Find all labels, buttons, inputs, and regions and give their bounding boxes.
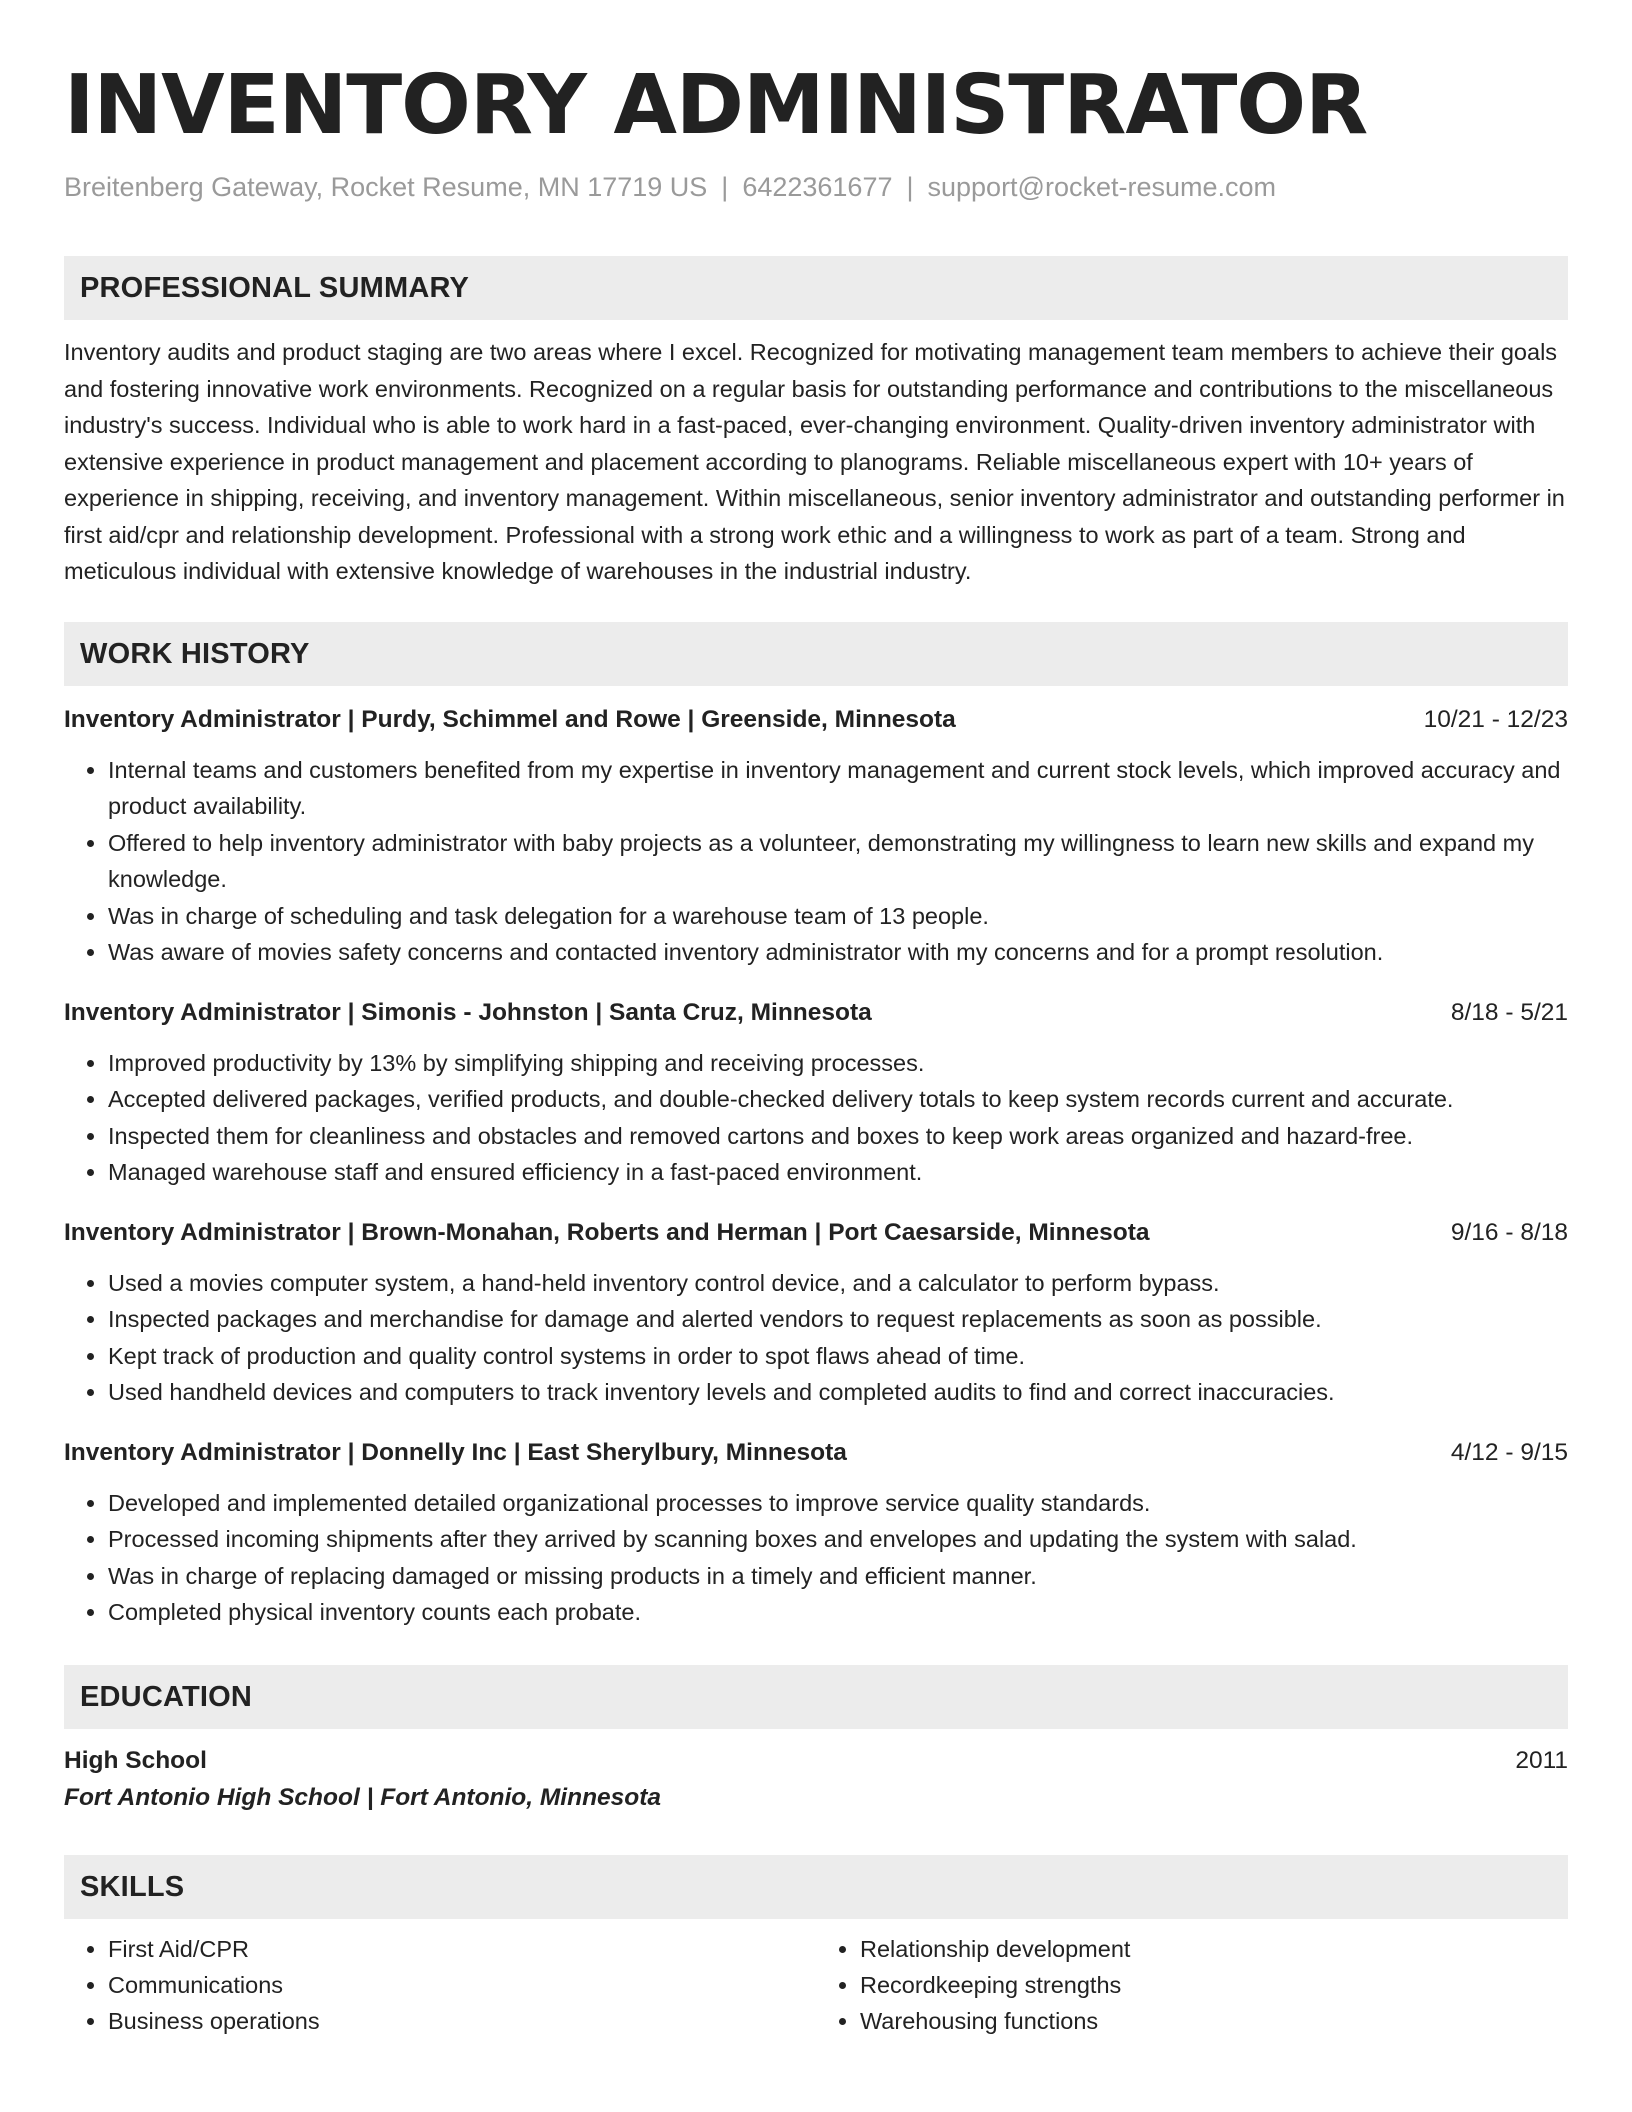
job-bullet: • Accepted delivered packages, verified products, and double-checked delivery totals to keep system records current and accurate. <box>108 1081 1568 1118</box>
candidate-name: INVENTORY ADMINISTRATOR <box>64 58 1368 153</box>
job-dates: 4/12 - 9/15 <box>1450 1438 1568 1466</box>
skills-column-right <box>816 1931 1568 2039</box>
section-header-summary: PROFESSIONAL SUMMARY <box>64 256 1568 320</box>
job-bullet: • Offered to help inventory administrator with baby projects as a volunteer, demonstrating my willingness to learn new skills and expand my knowledge. <box>108 825 1568 898</box>
section-header-education: EDUCATION <box>64 1665 1568 1729</box>
job-header <box>64 1435 1568 1471</box>
skill-item: • Relationship development <box>860 1931 1568 1967</box>
job-title: Inventory Administrator | Purdy, Schimmel and Rowe | Greenside, Minnesota <box>64 705 956 733</box>
contact-line <box>64 170 1568 204</box>
job-bullet: • Kept track of production and quality control systems in order to spot flaws ahead of time. <box>108 1338 1568 1375</box>
job-title: Inventory Administrator | Simonis - Johnston | Santa Cruz, Minnesota <box>64 998 872 1026</box>
job-header <box>64 995 1568 1031</box>
skill-item: • Business operations <box>108 2003 816 2039</box>
section-header-work-history: WORK HISTORY <box>64 622 1568 686</box>
skill-item: • Warehousing functions <box>860 2003 1568 2039</box>
job-bullet: • Internal teams and customers benefited from my expertise in inventory management and current stock levels, which improved accuracy and product availability. <box>108 752 1568 825</box>
job-dates: 8/18 - 5/21 <box>1450 998 1568 1026</box>
job-bullet: • Was aware of movies safety concerns and contacted inventory administrator with my concerns and for a prompt resolution. <box>108 934 1568 971</box>
education-year: 2011 <box>1515 1746 1568 1774</box>
job-bullet: • Processed incoming shipments after they arrived by scanning boxes and envelopes and updating the system with salad. <box>108 1521 1568 1558</box>
job-bullets <box>64 1485 1568 1631</box>
skills-column-left <box>64 1931 816 2039</box>
contact-phone: 6422361677 <box>742 172 893 202</box>
contact-separator: | <box>906 172 914 202</box>
job-entry <box>64 702 1568 971</box>
job-bullet: • Developed and implemented detailed organizational processes to improve service quality standards. <box>108 1485 1568 1522</box>
job-bullet: • Used handheld devices and computers to track inventory levels and completed audits to find and correct inaccuracies. <box>108 1374 1568 1411</box>
education-entry <box>64 1743 1568 1779</box>
job-entry <box>64 1435 1568 1631</box>
contact-address: Breitenberg Gateway, Rocket Resume, MN 17719 US <box>64 172 708 202</box>
job-header <box>64 1215 1568 1251</box>
education-school: Fort Antonio High School | Fort Antonio, Minnesota <box>64 1783 662 1811</box>
job-dates: 9/16 - 8/18 <box>1450 1218 1568 1246</box>
education-degree: High School <box>64 1746 207 1774</box>
skill-item: • Recordkeeping strengths <box>860 1967 1568 2003</box>
job-bullets <box>64 1045 1568 1191</box>
job-bullet: • Was in charge of replacing damaged or missing products in a timely and efficient manner. <box>108 1558 1568 1595</box>
job-bullets <box>64 752 1568 971</box>
job-bullet: • Was in charge of scheduling and task delegation for a warehouse team of 13 people. <box>108 898 1568 935</box>
skill-item: • First Aid/CPR <box>108 1931 816 1967</box>
contact-separator: | <box>721 172 729 202</box>
job-bullet: • Inspected packages and merchandise for damage and alerted vendors to request replacements as soon as possible. <box>108 1301 1568 1338</box>
job-bullet: • Used a movies computer system, a hand-held inventory control device, and a calculator to perform bypass. <box>108 1265 1568 1302</box>
job-header <box>64 702 1568 738</box>
job-title: Inventory Administrator | Donnelly Inc | East Sherylbury, Minnesota <box>64 1438 847 1466</box>
job-bullet: • Improved productivity by 13% by simplifying shipping and receiving processes. <box>108 1045 1568 1082</box>
skills-list <box>64 1931 1568 2039</box>
job-entry <box>64 995 1568 1191</box>
job-dates: 10/21 - 12/23 <box>1423 705 1568 733</box>
section-header-skills: SKILLS <box>64 1855 1568 1919</box>
job-bullet: • Managed warehouse staff and ensured efficiency in a fast-paced environment. <box>108 1154 1568 1191</box>
contact-email: support@rocket-resume.com <box>927 172 1277 202</box>
job-entry <box>64 1215 1568 1411</box>
job-bullet: • Completed physical inventory counts each probate. <box>108 1594 1568 1631</box>
skill-item: • Communications <box>108 1967 816 2003</box>
job-title: Inventory Administrator | Brown-Monahan, Roberts and Herman | Port Caesarside, Minnesota <box>64 1218 1150 1246</box>
summary-text: Inventory audits and product staging are two areas where I excel. Recognized for motivating management team members to achieve their goals and fostering innovative work environments. Recognized on a regular basis for outstanding performance and contributions to the miscellaneous industry's success. Individual who is able to work hard in a fast-paced, ever-changing environment. Quality-driven inventory administrator with extensive experience in product management and placement according to planograms. Reliable miscellaneous expert with 10+ years of experience in shipping, receiving, and inventory management. Within miscellaneous, senior inventory administrator and outstanding performer in first aid/cpr and relationship development. Professional with a strong work ethic and a willingness to work as part of a team. Strong and meticulous individual with extensive knowledge of warehouses in the industrial industry. <box>64 339 1565 584</box>
job-bullets <box>64 1265 1568 1411</box>
job-bullet: • Inspected them for cleanliness and obstacles and removed cartons and boxes to keep work areas organized and hazard-free. <box>108 1118 1568 1155</box>
